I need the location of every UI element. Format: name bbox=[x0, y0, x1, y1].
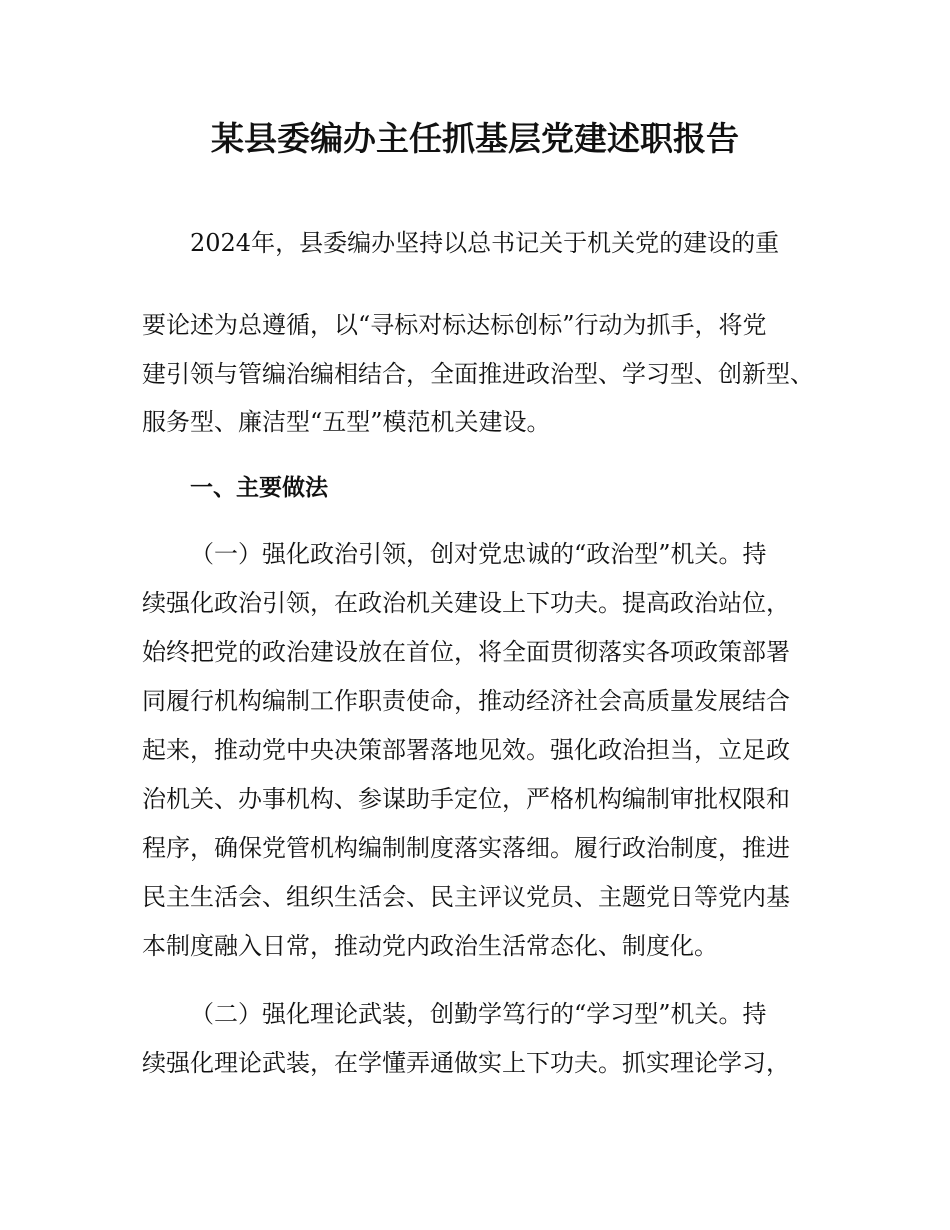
item1-line: 续强化政治引领，在政治机关建设上下功夫。提高政治站位， bbox=[142, 589, 790, 617]
intro-line: 要论述为总遵循，以“寻标对标达标创标”行动为抓手，将党 bbox=[142, 311, 767, 339]
item1-line: 同履行机构编制工作职责使命，推动经济社会高质量发展结合 bbox=[142, 687, 790, 715]
item2-line: （二）强化理论武装，创勤学笃行的“学习型”机关。持 bbox=[190, 1000, 767, 1028]
item1-line: 民主生活会、组织生活会、民主评议党员、主题党日等党内基 bbox=[142, 883, 790, 911]
item1-line: 程序，确保党管机构编制制度落实落细。履行政治制度，推进 bbox=[142, 834, 790, 862]
section-heading: 一、主要做法 bbox=[190, 475, 328, 501]
intro-line: 2024年，县委编办坚持以总书记关于机关党的建设的重 bbox=[190, 229, 780, 257]
intro-line: 建引领与管编治编相结合，全面推进政治型、学习型、创新型、 bbox=[142, 360, 814, 388]
item1-line: 起来，推动党中央决策部署落地见效。强化政治担当，立足政 bbox=[142, 736, 790, 764]
document-title: 某县委编办主任抓基层党建述职报告 bbox=[211, 119, 739, 158]
item1-line: （一）强化政治引领，创对党忠诚的“政治型”机关。持 bbox=[190, 540, 767, 568]
intro-line: 服务型、廉洁型“五型”模范机关建设。 bbox=[142, 408, 551, 436]
item1-line: 本制度融入日常，推动党内政治生活常态化、制度化。 bbox=[142, 932, 718, 960]
item2-line: 续强化理论武装，在学懂弄通做实上下功夫。抓实理论学习， bbox=[142, 1049, 790, 1077]
item1-line: 治机关、办事机构、参谋助手定位，严格机构编制审批权限和 bbox=[142, 785, 790, 813]
item1-line: 始终把党的政治建设放在首位，将全面贯彻落实各项政策部署 bbox=[142, 638, 790, 666]
